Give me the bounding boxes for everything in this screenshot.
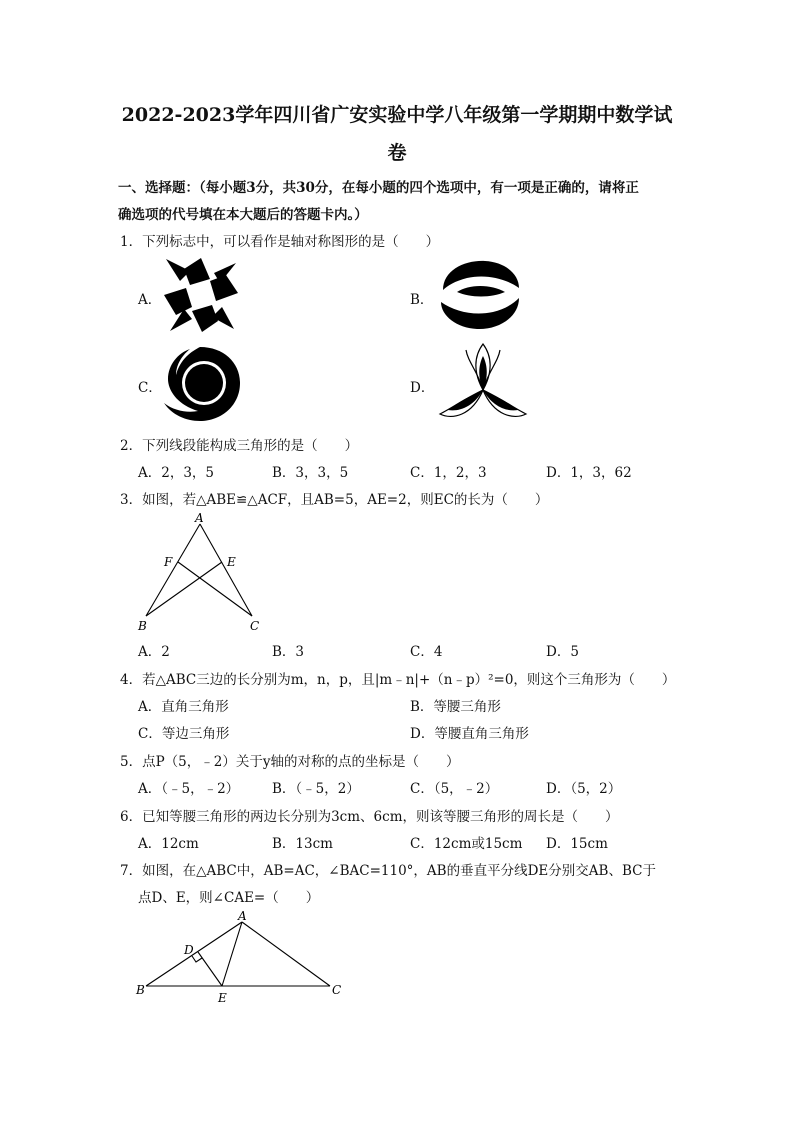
question-2-stem: 2．下列线段能构成三角形的是（ ）: [120, 438, 359, 454]
question-3-option-c: C．4: [410, 644, 443, 660]
question-3-stem: 3．如图，若△ABE≌△ACF，且AB=5，AE=2，则EC的长为（ ）: [120, 492, 549, 508]
q7-label-d: D: [184, 943, 194, 957]
logo-d-three-petal-image: [438, 342, 528, 424]
question-6-stem: 6．已知等腰三角形的两边长分别为3cm、6cm，则该等腰三角形的周长是（ ）: [120, 809, 619, 825]
question-6-option-a: A．12cm: [138, 836, 199, 852]
question-1-option-d: D．: [410, 380, 435, 396]
question-4-option-a: A．直角三角形: [138, 699, 229, 715]
question-4-stem: 4．若△ABC三边的长分别为m，n，p，且|m﹣n|+（n﹣p）²=0，则这个三角形为（ ）: [120, 672, 676, 688]
q3-label-b: B: [138, 619, 147, 633]
q7-label-e: E: [218, 991, 227, 1005]
question-2-option-d: D．1，3，62: [546, 465, 632, 481]
question-2-option-c: C．1，2，3: [410, 465, 487, 481]
question-7-stem-line1: 7．如图，在△ABC中，AB=AC，∠BAC=110°，AB的垂直平分线DE分别交AB、BC于: [120, 863, 656, 879]
question-5-option-b: B．（﹣5，2）: [272, 781, 360, 797]
question-6-option-b: B．13cm: [272, 836, 333, 852]
question-1-option-a: A．: [138, 292, 162, 308]
question-4-option-c: C．等边三角形: [138, 726, 230, 742]
question-2-option-a: A．2，3，5: [138, 465, 215, 481]
question-4-option-b: B．等腰三角形: [410, 699, 501, 715]
q7-label-c: C: [332, 983, 342, 997]
logo-a-star-pinwheel-image: [160, 255, 242, 335]
question-3-option-d: D．5: [546, 644, 579, 660]
exam-title-line1: 2022-2023学年四川省广安实验中学八年级第一学期期中数学试: [121, 104, 673, 126]
logo-b-crescent-image: [435, 258, 523, 332]
question-3-triangle-figure: [134, 510, 270, 634]
question-7-triangle-figure: [134, 908, 350, 1006]
q3-label-c: C: [250, 619, 260, 633]
question-3-option-b: B．3: [272, 644, 305, 660]
q3-label-a: A: [195, 511, 204, 525]
q7-label-b: B: [136, 983, 145, 997]
question-1-option-b: B．: [410, 292, 434, 308]
question-5-stem: 5．点P（5，﹣2）关于y轴的对称的点的坐标是（ ）: [120, 754, 460, 770]
section-heading-line1: 一、选择题：（每小题3分，共30分，在每小题的四个选项中，有一项是正确的，请将正: [118, 180, 639, 196]
question-6-option-d: D．15cm: [546, 836, 608, 852]
question-3-option-a: A．2: [138, 644, 170, 660]
q3-label-f: F: [164, 555, 173, 569]
q3-label-e: E: [227, 555, 236, 569]
question-1-option-c: C．: [138, 380, 162, 396]
question-5-option-a: A．（﹣5，﹣2）: [138, 781, 240, 797]
question-4-option-d: D．等腰直角三角形: [410, 726, 529, 742]
question-5-option-d: D．（5，2）: [546, 781, 622, 797]
logo-c-circle-swoosh-image: [160, 345, 242, 423]
exam-title-line2: 卷: [387, 142, 407, 164]
question-2-option-b: B．3，3，5: [272, 465, 349, 481]
question-7-stem-line2: 点D、E，则∠CAE=（ ）: [138, 890, 320, 906]
question-1-stem: 1．下列标志中，可以看作是轴对称图形的是（ ）: [120, 234, 440, 250]
question-5-option-c: C．（5，﹣2）: [410, 781, 499, 797]
question-6-option-c: C．12cm或15cm: [410, 836, 523, 852]
section-heading-line2: 确选项的代号填在本大题后的答题卡内。）: [118, 207, 368, 223]
q7-label-a: A: [238, 909, 247, 923]
